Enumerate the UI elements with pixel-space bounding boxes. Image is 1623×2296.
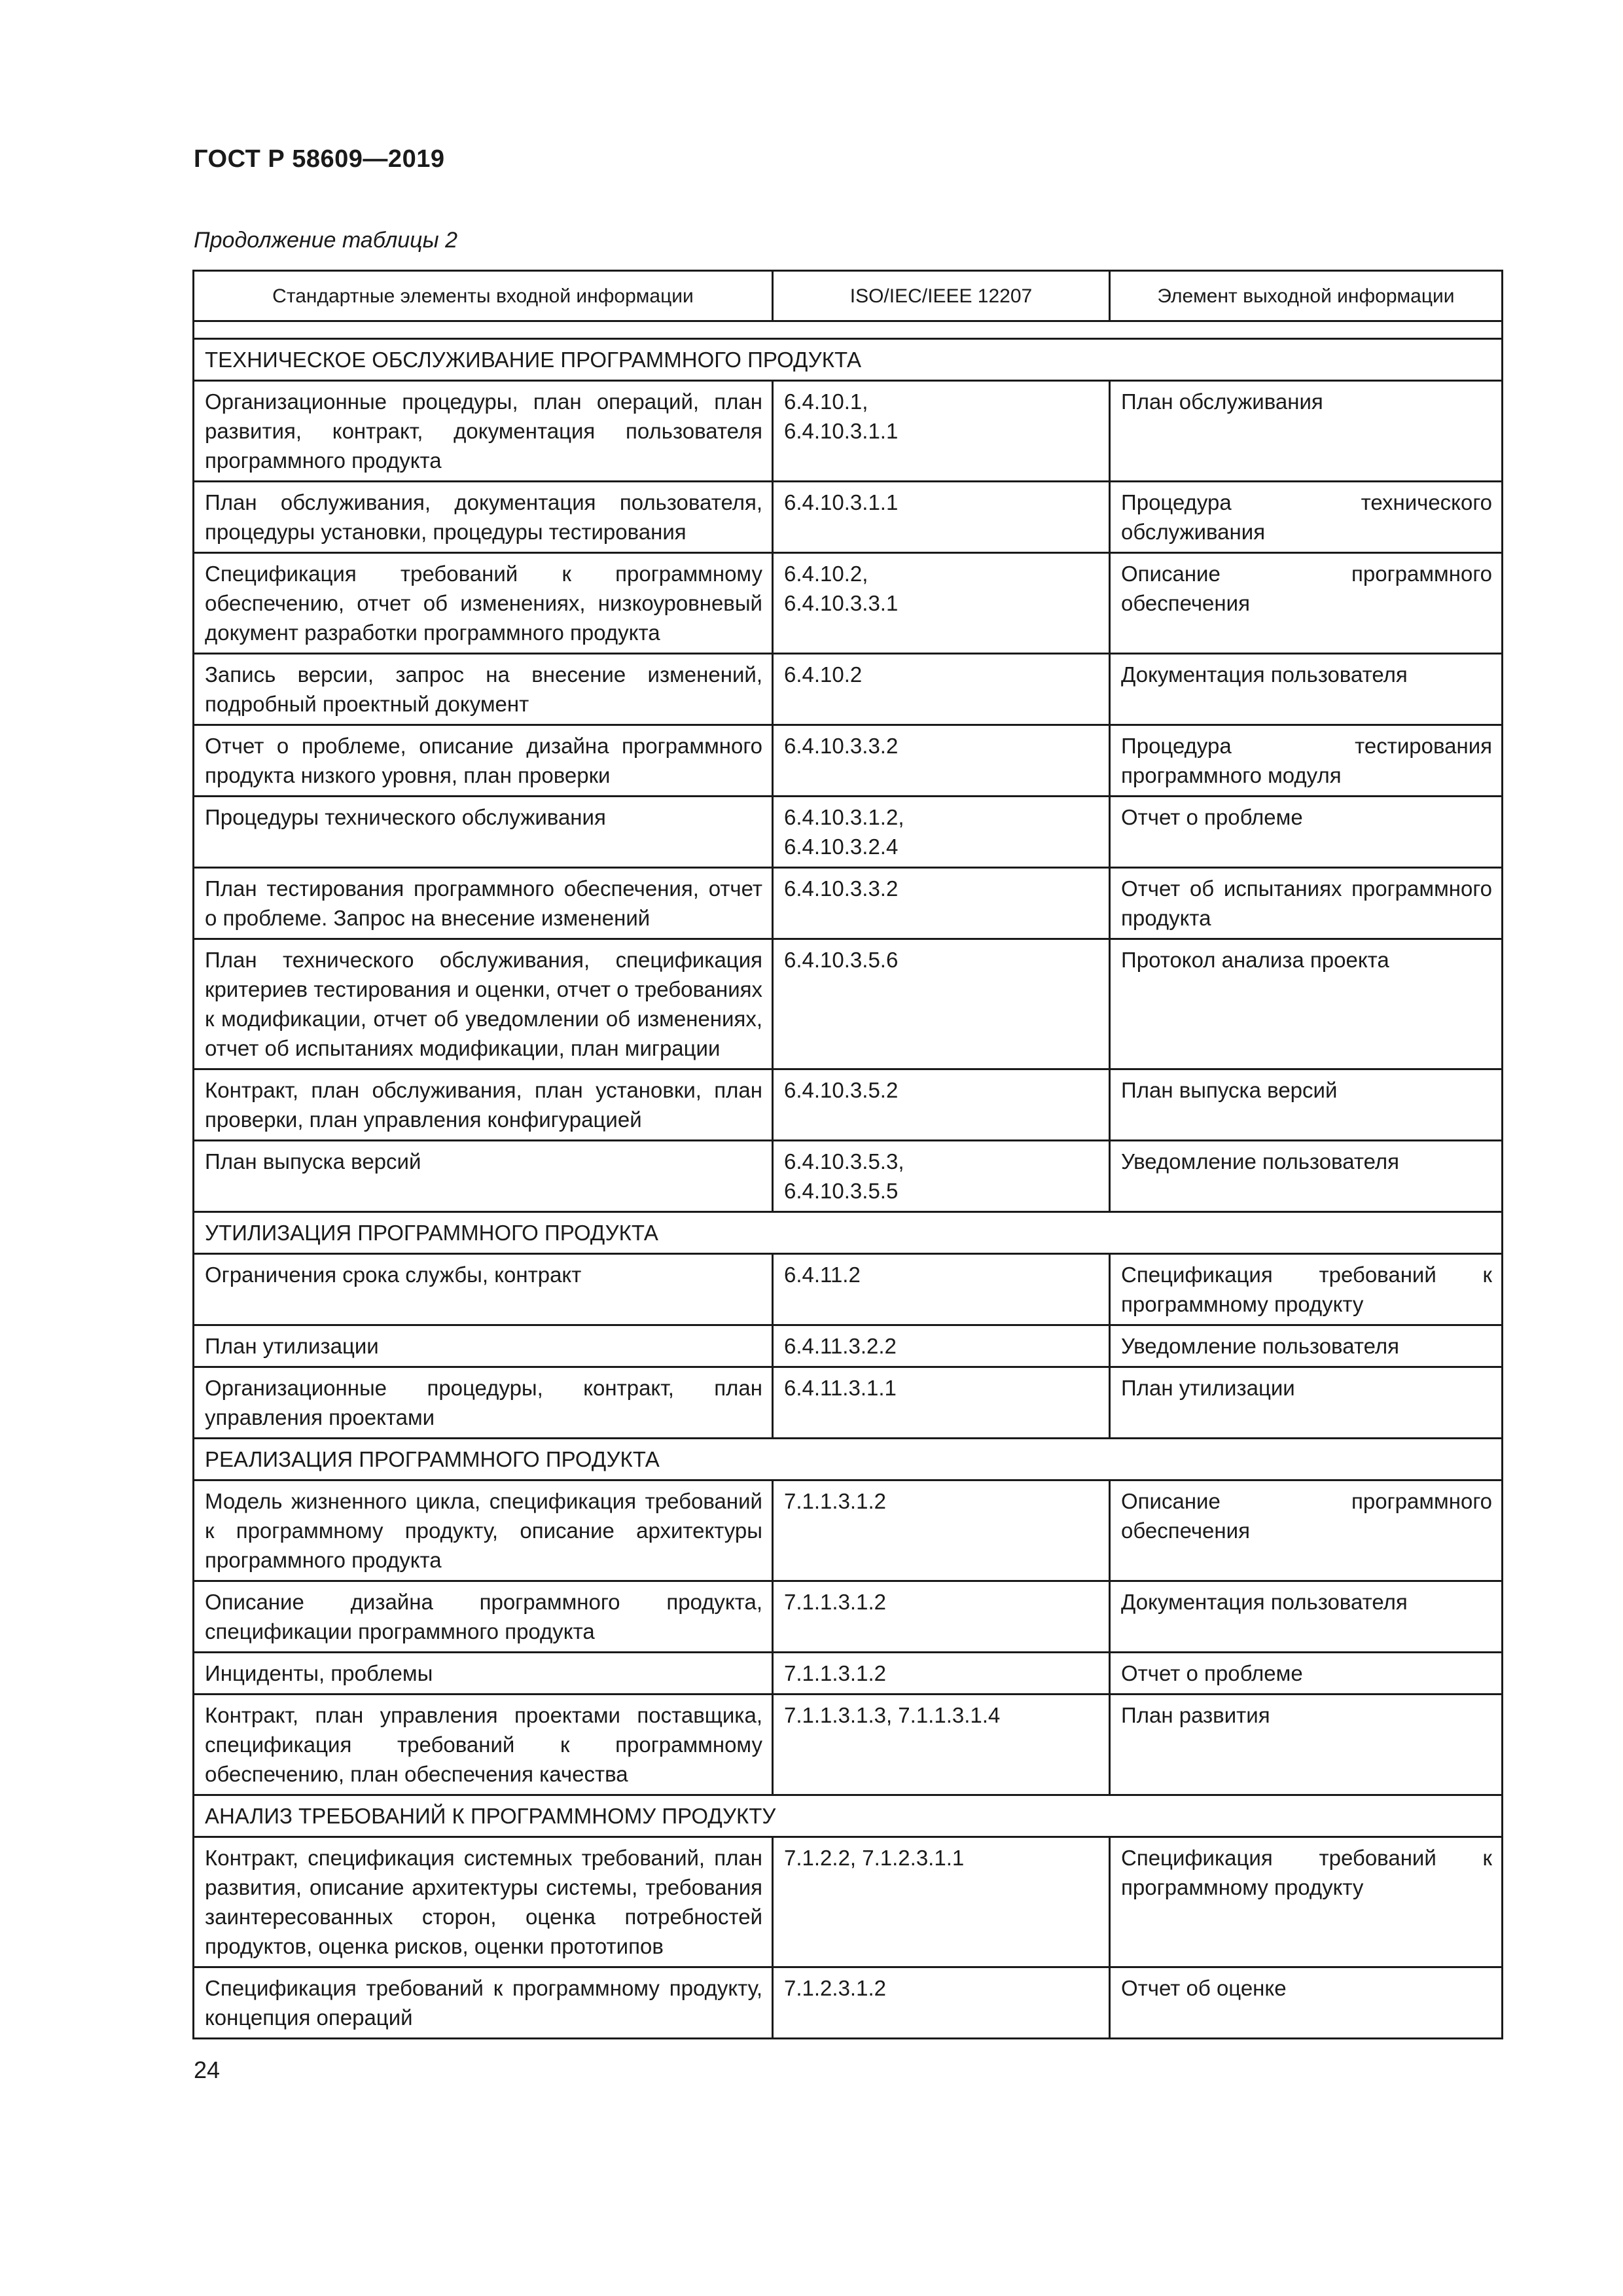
output-element-cell: Спецификация требований к программному продукту	[1110, 1837, 1503, 1967]
output-element-cell: Спецификация требований к программному продукту	[1110, 1254, 1503, 1325]
clause-reference: 7.1.1.3.1.2	[784, 1489, 886, 1513]
standard-reference-cell	[773, 1141, 1110, 1212]
output-element-cell: Процедура технического обслуживания	[1110, 482, 1503, 553]
input-elements-cell: Описание дизайна программного продукта, спецификации программного продукта	[194, 1581, 773, 1653]
clause-reference: 6.4.10.2,	[784, 562, 868, 586]
standard-reference-cell	[773, 797, 1110, 868]
clause-reference: 6.4.11.3.2.2	[784, 1334, 897, 1358]
table-row	[194, 939, 1503, 1069]
clause-reference: 6.4.10.1,	[784, 389, 868, 414]
input-elements-cell: Спецификация требований к программному продукту, концепция операций	[194, 1967, 773, 2039]
standard-reference-cell	[773, 381, 1110, 482]
standard-reference-cell	[773, 868, 1110, 939]
clause-reference: 7.1.1.3.1.2	[784, 1661, 886, 1685]
output-element-cell: Документация пользователя	[1110, 654, 1503, 725]
output-element-cell: Уведомление пользователя	[1110, 1141, 1503, 1212]
standard-reference-cell	[773, 654, 1110, 725]
output-element-cell: План выпуска версий	[1110, 1069, 1503, 1141]
clause-reference: 7.1.2.2, 7.1.2.3.1.1	[784, 1846, 965, 1870]
section-title: УТИЛИЗАЦИЯ ПРОГРАММНОГО ПРОДУКТА	[194, 1212, 1503, 1254]
clause-reference: 6.4.10.3.2.4	[784, 834, 899, 859]
standard-reference-cell	[773, 725, 1110, 797]
clause-reference: 6.4.10.3.3.2	[784, 734, 899, 758]
output-element-cell: Протокол анализа проекта	[1110, 939, 1503, 1069]
clause-reference: 6.4.10.3.3.1	[784, 591, 899, 615]
column-header-output: Элемент выходной информации	[1110, 271, 1503, 321]
table-row	[194, 1480, 1503, 1581]
table-row	[194, 1141, 1503, 1212]
input-elements-cell: План технического обслуживания, спецификация критериев тестирования и оценки, отчет о требованиях к модификации, отчет об уведомлении об изменениях, отчет об испытаниях модификации, план миграции	[194, 939, 773, 1069]
output-element-cell: План развития	[1110, 1695, 1503, 1795]
input-elements-cell: Инциденты, проблемы	[194, 1653, 773, 1695]
table-body	[194, 339, 1503, 2039]
table-row	[194, 1653, 1503, 1695]
standard-reference-cell	[773, 1069, 1110, 1141]
standard-reference-cell	[773, 939, 1110, 1069]
header-spacer-cell	[194, 321, 1503, 339]
input-elements-cell: Спецификация требований к программному обеспечению, отчет об изменениях, низкоуровневый документ разработки программного продукта	[194, 553, 773, 654]
standard-reference-cell	[773, 1653, 1110, 1695]
table-row	[194, 1254, 1503, 1325]
input-elements-cell: План обслуживания, документация пользователя, процедуры установки, процедуры тестирования	[194, 482, 773, 553]
standard-reference-cell	[773, 553, 1110, 654]
clause-reference: 6.4.10.2	[784, 662, 863, 687]
input-elements-cell: Организационные процедуры, контракт, план управления проектами	[194, 1367, 773, 1439]
section-header-row	[194, 1212, 1503, 1254]
table-row	[194, 1967, 1503, 2039]
input-elements-cell: Процедуры технического обслуживания	[194, 797, 773, 868]
standard-reference-cell	[773, 1254, 1110, 1325]
standard-reference-cell	[773, 1367, 1110, 1439]
input-elements-cell: Контракт, план обслуживания, план установки, план проверки, план управления конфигурацией	[194, 1069, 773, 1141]
table-row	[194, 868, 1503, 939]
input-elements-cell: План тестирования программного обеспечения, отчет о проблеме. Запрос на внесение изменений	[194, 868, 773, 939]
output-element-cell: План обслуживания	[1110, 381, 1503, 482]
output-element-cell: Описание программного обеспечения	[1110, 553, 1503, 654]
table-row	[194, 482, 1503, 553]
output-element-cell: Отчет о проблеме	[1110, 1653, 1503, 1695]
section-header-row	[194, 1795, 1503, 1837]
clause-reference: 6.4.10.3.5.2	[784, 1078, 899, 1102]
input-elements-cell: Организационные процедуры, план операций, план развития, контракт, документация пользователя программного продукта	[194, 381, 773, 482]
output-element-cell: Документация пользователя	[1110, 1581, 1503, 1653]
standard-reference-cell	[773, 1837, 1110, 1967]
output-element-cell: Отчет об испытаниях программного продукта	[1110, 868, 1503, 939]
input-elements-cell: Ограничения срока службы, контракт	[194, 1254, 773, 1325]
section-header-row	[194, 1439, 1503, 1480]
output-element-cell: Описание программного обеспечения	[1110, 1480, 1503, 1581]
input-elements-cell: Модель жизненного цикла, спецификация требований к программному продукту, описание архитектуры программного продукта	[194, 1480, 773, 1581]
output-element-cell: Отчет о проблеме	[1110, 797, 1503, 868]
clause-reference: 6.4.10.3.1.1	[784, 419, 899, 443]
document-standard-number: ГОСТ Р 58609—2019	[194, 145, 445, 173]
section-title: РЕАЛИЗАЦИЯ ПРОГРАММНОГО ПРОДУКТА	[194, 1439, 1503, 1480]
clause-reference: 6.4.10.3.1.2,	[784, 805, 904, 829]
table-row	[194, 1695, 1503, 1795]
input-elements-cell: План выпуска версий	[194, 1141, 773, 1212]
table-row	[194, 1581, 1503, 1653]
section-header-row	[194, 339, 1503, 381]
standard-reference-cell	[773, 1695, 1110, 1795]
table-row	[194, 1325, 1503, 1367]
standard-reference-cell	[773, 1967, 1110, 2039]
table-caption: Продолжение таблицы 2	[194, 228, 457, 253]
clause-reference: 6.4.10.3.1.1	[784, 490, 899, 514]
table-row	[194, 1069, 1503, 1141]
output-element-cell: Процедура тестирования программного модуля	[1110, 725, 1503, 797]
clause-reference: 7.1.2.3.1.2	[784, 1976, 886, 2000]
page-number: 24	[194, 2056, 221, 2083]
table-row	[194, 553, 1503, 654]
clause-reference: 7.1.1.3.1.3, 7.1.1.3.1.4	[784, 1703, 1001, 1727]
clause-reference: 6.4.10.3.5.5	[784, 1179, 899, 1203]
input-elements-cell: Контракт, план управления проектами поставщика, спецификация требований к программному обеспечению, план обеспечения качества	[194, 1695, 773, 1795]
standard-reference-cell	[773, 1480, 1110, 1581]
table-row	[194, 725, 1503, 797]
table-header-row	[194, 271, 1503, 321]
clause-reference: 6.4.10.3.5.6	[784, 948, 899, 972]
section-title: ТЕХНИЧЕСКОЕ ОБСЛУЖИВАНИЕ ПРОГРАММНОГО ПРОДУКТА	[194, 339, 1503, 381]
table-row	[194, 797, 1503, 868]
table-row	[194, 654, 1503, 725]
table-row	[194, 381, 1503, 482]
section-title: АНАЛИЗ ТРЕБОВАНИЙ К ПРОГРАММНОМУ ПРОДУКТУ	[194, 1795, 1503, 1837]
clause-reference: 6.4.11.2	[784, 1263, 861, 1287]
output-element-cell: Уведомление пользователя	[1110, 1325, 1503, 1367]
table-row	[194, 1837, 1503, 1967]
column-header-input: Стандартные элементы входной информации	[194, 271, 773, 321]
input-elements-cell: Контракт, спецификация системных требований, план развития, описание архитектуры системы, требования заинтересованных сторон, оценка потребностей продуктов, оценка рисков, оценки прототипов	[194, 1837, 773, 1967]
clause-reference: 6.4.11.3.1.1	[784, 1376, 897, 1400]
requirements-table	[192, 270, 1503, 2039]
column-header-standard: ISO/IEC/IEEE 12207	[773, 271, 1110, 321]
standard-reference-cell	[773, 482, 1110, 553]
clause-reference: 6.4.10.3.5.3,	[784, 1149, 904, 1174]
input-elements-cell: Отчет о проблеме, описание дизайна программного продукта низкого уровня, план проверки	[194, 725, 773, 797]
input-elements-cell: Запись версии, запрос на внесение изменений, подробный проектный документ	[194, 654, 773, 725]
clause-reference: 7.1.1.3.1.2	[784, 1590, 886, 1614]
standard-reference-cell	[773, 1325, 1110, 1367]
header-spacer-row	[194, 321, 1503, 339]
output-element-cell: План утилизации	[1110, 1367, 1503, 1439]
clause-reference: 6.4.10.3.3.2	[784, 876, 899, 901]
output-element-cell: Отчет об оценке	[1110, 1967, 1503, 2039]
standard-reference-cell	[773, 1581, 1110, 1653]
input-elements-cell: План утилизации	[194, 1325, 773, 1367]
table-row	[194, 1367, 1503, 1439]
